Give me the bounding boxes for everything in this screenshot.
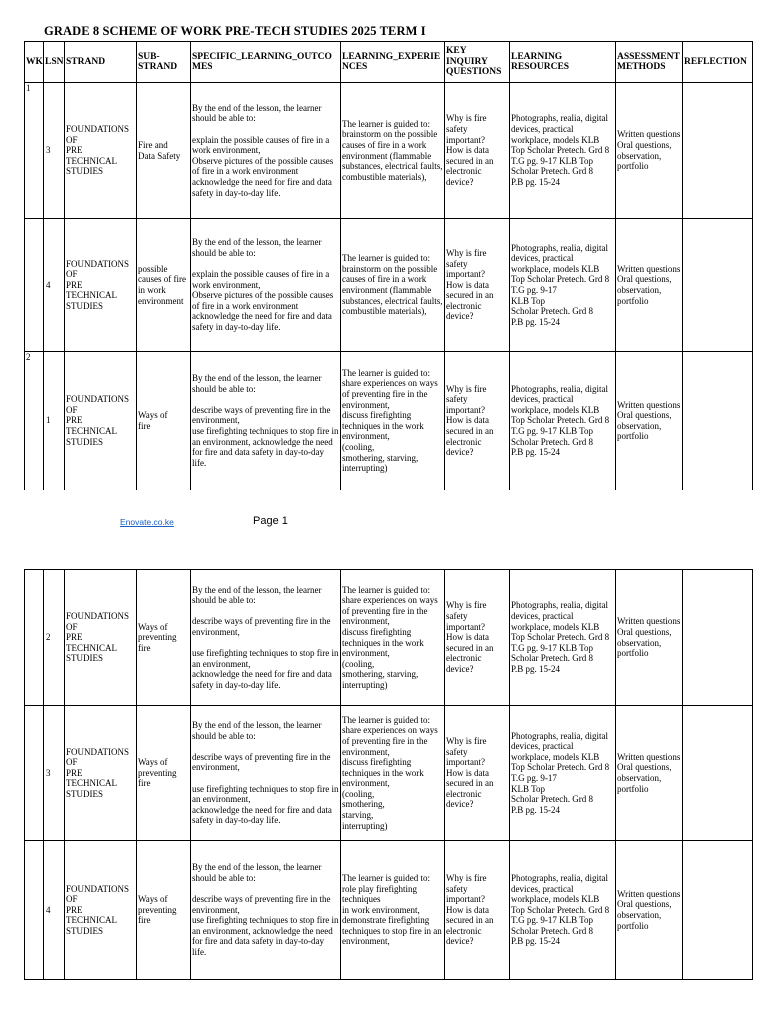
assessment-cell: Written questions Oral questions, observation, portfolio	[616, 352, 683, 490]
assessment-cell: Written questions Oral questions, observation, portfolio	[616, 219, 683, 352]
lesson-cell: 3	[44, 83, 65, 219]
week-cell: 2	[25, 352, 44, 490]
header-outcomes: SPECIFIC_LEARNING_OUTCOMES	[191, 42, 341, 83]
experiences-cell: The learner is guided to: role play firefighting techniques in work environment, demonstrate firefighting techniques to stop fire in an environment,	[341, 841, 445, 980]
footer-link[interactable]: Enovate.co.ke	[120, 517, 174, 527]
lesson-cell: 3	[44, 706, 65, 841]
strand-cell: FOUNDATIONS OF PRE TECHNICAL STUDIES	[65, 841, 137, 980]
sub-strand-cell: Ways of fire	[137, 352, 191, 490]
questions-cell: Why is fire safety important? How is data secured in an electronic device?	[445, 83, 510, 219]
assessment-cell: Written questions Oral questions, observation, portfolio	[616, 706, 683, 841]
experiences-cell: The learner is guided to: share experiences on ways of preventing fire in the environment, discuss firefighting techniques in the work environment, (cooling, smothering, starving, interrupting)	[341, 706, 445, 841]
week-cell	[25, 570, 44, 706]
experiences-cell: The learner is guided to: share experiences on ways of preventing fire in the environment, discuss firefighting techniques in the work environment, (cooling, smothering, starving, interrupting)	[341, 352, 445, 490]
resources-cell: Photographs, realia, digital devices, practical workplace, models KLB Top Scholar Pretech. Grd 8 T.G pg. 9-17 KLB Top Scholar Pretech. Grd 8 P.B pg. 15-24	[510, 706, 616, 841]
lesson-cell: 1	[44, 352, 65, 490]
header-wk: WK	[25, 42, 44, 83]
header-questions: KEY INQUIRY QUESTIONS	[445, 42, 510, 83]
week-cell: 1	[25, 83, 44, 219]
week-cell	[25, 841, 44, 980]
sub-strand-cell: Fire and Data Safety	[137, 83, 191, 219]
outcomes-cell: By the end of the lesson, the learner should be able to: describe ways of preventing fire in the environment, use firefighting techniques to stop fire in an environment, acknowledge the need for fire and data safety in day-to-day life.	[191, 570, 341, 706]
document-title: GRADE 8 SCHEME OF WORK PRE-TECH STUDIES 2025 TERM I	[44, 24, 426, 38]
resources-cell: Photographs, realia, digital devices, practical workplace, models KLB Top Scholar Pretech. Grd 8 T.G pg. 9-17 KLB Top Scholar Pretech. Grd 8 P.B pg. 15-24	[510, 352, 616, 490]
reflection-cell	[683, 83, 753, 219]
assessment-cell: Written questions Oral questions, observation, portfolio	[616, 570, 683, 706]
reflection-cell	[683, 570, 753, 706]
lesson-cell: 2	[44, 570, 65, 706]
reflection-cell	[683, 352, 753, 490]
strand-cell: FOUNDATIONS OF PRE TECHNICAL STUDIES	[65, 570, 137, 706]
outcomes-cell: By the end of the lesson, the learner should be able to: explain the possible causes of fire in a work environment, Observe pictures of the possible causes of fire in a work environment acknowledge the need for fire and data safety in day-to-day life.	[191, 83, 341, 219]
header-strand: STRAND	[65, 42, 137, 83]
questions-cell: Why is fire safety important? How is data secured in an electronic device?	[445, 570, 510, 706]
outcomes-cell: By the end of the lesson, the learner should be able to: describe ways of preventing fire in the environment, use firefighting techniques to stop fire in an environment, acknowledge the need for fire and data safety in day-to-day life.	[191, 841, 341, 980]
experiences-cell: The learner is guided to: brainstorm on the possible causes of fire in a work environment (flammable substances, electrical faults, combustible materials),	[341, 83, 445, 219]
resources-cell: Photographs, realia, digital devices, practical workplace, models KLB Top Scholar Pretech. Grd 8 T.G pg. 9-17 KLB Top Scholar Pretech. Grd 8 P.B pg. 15-24	[510, 570, 616, 706]
assessment-cell: Written questions Oral questions, observation, portfolio	[616, 83, 683, 219]
assessment-cell: Written questions Oral questions, observation, portfolio	[616, 841, 683, 980]
questions-cell: Why is fire safety important? How is data secured in an electronic device?	[445, 706, 510, 841]
resources-cell: Photographs, realia, digital devices, practical workplace, models KLB Top Scholar Pretech. Grd 8 T.G pg. 9-17 KLB Top Scholar Pretech. Grd 8 P.B pg. 15-24	[510, 83, 616, 219]
reflection-cell	[683, 841, 753, 980]
header-experiences: LEARNING_EXPERIENCES	[341, 42, 445, 83]
strand-cell: FOUNDATIONS OF PRE TECHNICAL STUDIES	[65, 706, 137, 841]
strand-cell: FOUNDATIONS OF PRE TECHNICAL STUDIES	[65, 219, 137, 352]
header-resources: LEARNING RESOURCES	[510, 42, 616, 83]
lesson-cell: 4	[44, 841, 65, 980]
header-row	[25, 42, 753, 83]
experiences-cell: The learner is guided to: share experiences on ways of preventing fire in the environment, discuss firefighting techniques in the work environment, (cooling, smothering, starving, interrupting)	[341, 570, 445, 706]
week-cell	[25, 219, 44, 352]
lesson-cell: 4	[44, 219, 65, 352]
strand-cell: FOUNDATIONS OF PRE TECHNICAL STUDIES	[65, 83, 137, 219]
reflection-cell	[683, 706, 753, 841]
sub-strand-cell: Ways of preventing fire	[137, 570, 191, 706]
table-row	[25, 841, 753, 980]
table-row	[25, 570, 753, 706]
table-row	[25, 219, 753, 352]
questions-cell: Why is fire safety important? How is data secured in an electronic device?	[445, 841, 510, 980]
table-row	[25, 706, 753, 841]
resources-cell: Photographs, realia, digital devices, practical workplace, models KLB Top Scholar Pretech. Grd 8 T.G pg. 9-17 KLB Top Scholar Pretech. Grd 8 P.B pg. 15-24	[510, 219, 616, 352]
outcomes-cell: By the end of the lesson, the learner should be able to: describe ways of preventing fire in the environment, use firefighting techniques to stop fire in an environment, acknowledge the need for fire and data safety in day-to-day life.	[191, 706, 341, 841]
header-lsn: LSN	[44, 42, 65, 83]
experiences-cell: The learner is guided to: brainstorm on the possible causes of fire in a work environment (flammable substances, electrical faults, combustible materials),	[341, 219, 445, 352]
reflection-cell	[683, 219, 753, 352]
questions-cell: Why is fire safety important? How is data secured in an electronic device?	[445, 352, 510, 490]
resources-cell: Photographs, realia, digital devices, practical workplace, models KLB Top Scholar Pretech. Grd 8 T.G pg. 9-17 KLB Top Scholar Pretech. Grd 8 P.B pg. 15-24	[510, 841, 616, 980]
week-cell	[25, 706, 44, 841]
header-assessment: ASSESSMENT METHODS	[616, 42, 683, 83]
scheme-table-page-2	[24, 569, 753, 980]
questions-cell: Why is fire safety important? How is data secured in an electronic device?	[445, 219, 510, 352]
sub-strand-cell: possible causes of fire in work environment	[137, 219, 191, 352]
sub-strand-cell: Ways of preventing fire	[137, 706, 191, 841]
page-number: Page 1	[253, 515, 288, 527]
strand-cell: FOUNDATIONS OF PRE TECHNICAL STUDIES	[65, 352, 137, 490]
outcomes-cell: By the end of the lesson, the learner should be able to: explain the possible causes of fire in a work environment, Observe pictures of the possible causes of fire in a work environment acknowledge the need for fire and data safety in day-to-day life.	[191, 219, 341, 352]
header-reflection: REFLECTION	[683, 42, 753, 83]
sub-strand-cell: Ways of preventing fire	[137, 841, 191, 980]
outcomes-cell: By the end of the lesson, the learner should be able to: describe ways of preventing fire in the environment, use firefighting techniques to stop fire in an environment, acknowledge the need for fire and data safety in day-to-day life.	[191, 352, 341, 490]
table-row	[25, 83, 753, 219]
header-sub-strand: SUB- STRAND	[137, 42, 191, 83]
table-row	[25, 352, 753, 490]
scheme-table-page-1	[24, 41, 753, 490]
